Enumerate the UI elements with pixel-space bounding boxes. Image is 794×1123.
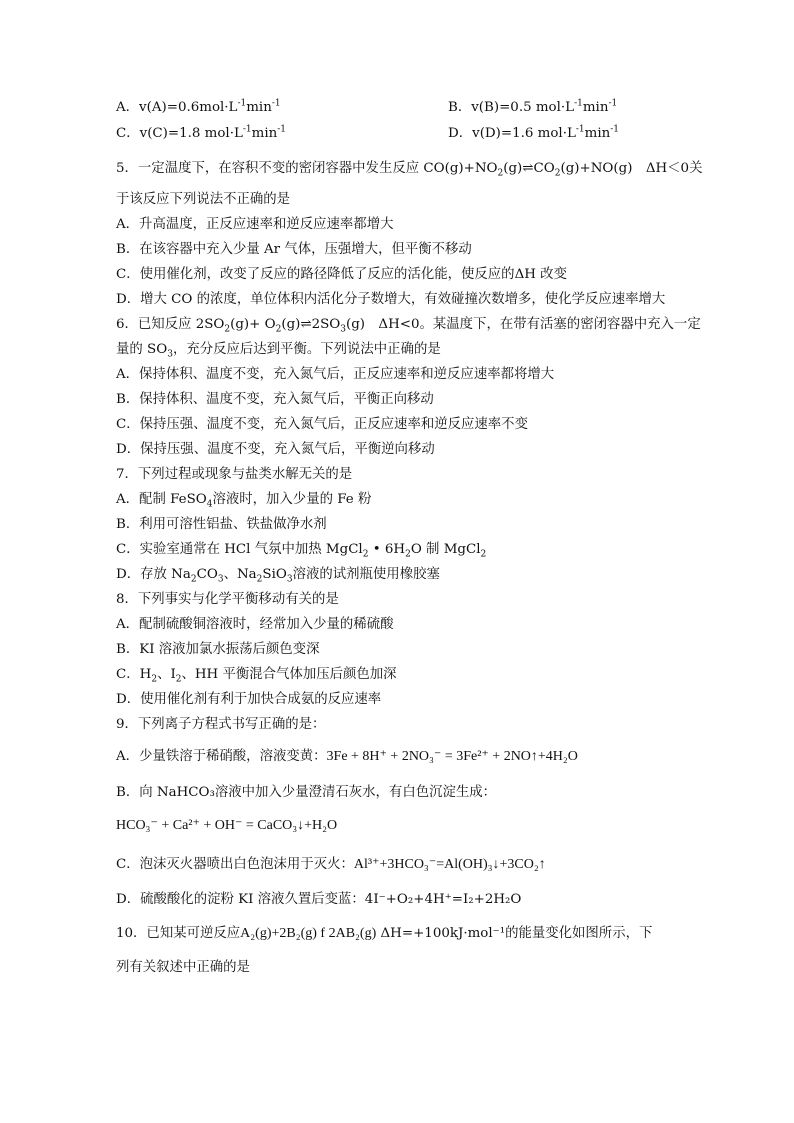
q9-d-equation: 4I⁻+O₂+4H⁺=I₂+2H₂O xyxy=(364,892,522,907)
q6-stem-line1: 6．已知反应 $2SO_2(g)+$ $O_2(g)\rightleftharpoons 2SO_3(g)$ ΔH<0。某温度下，在带有活塞的密闭容器中充入一定 xyxy=(116,317,701,335)
q9-a-equation: 3Fe + 8H⁺ + 2NO₃⁻ = 3Fe²⁺ + 2NO↑+4H₂O xyxy=(326,749,578,764)
q10-equation: A₂(g)+2B₂(g) f 2AB₂(g) xyxy=(240,926,377,941)
q6-option-a[interactable]: A．保持体积、温度不变，充入氮气后，正反应速率和逆反应速率都将增大 xyxy=(116,367,555,382)
q5-stem-line2: 于该反应下列说法不正确的是 xyxy=(116,192,291,207)
q7-stem: 7．下列过程或现象与盐类水解无关的是 xyxy=(116,467,353,482)
q4-option-b[interactable]: B．v(B)=0.5 $mol\cdot L^{-1}\min^{-1}$ xyxy=(448,98,618,115)
q4-option-c[interactable]: C．v(C)=1.8 $mol\cdot L^{-1}\min^{-1}$ xyxy=(116,124,287,141)
q4-option-d[interactable]: D．v(D)=1.6 $mol\cdot L^{-1}\min^{-1}$ xyxy=(448,124,620,141)
q8-option-d[interactable]: D．使用催化剂有利于加快合成氨的反应速率 xyxy=(116,692,382,707)
q5-option-d[interactable]: D．增大 CO 的浓度，单位体积内活化分子数增大，有效碰撞次数增多，使化学反应速率增大 xyxy=(116,292,666,307)
q5-option-b[interactable]: B．在该容器中充入少量 Ar 气体，压强增大，但平衡不移动 xyxy=(116,242,472,257)
q5-option-c[interactable]: C．使用催化剂，改变了反应的路径降低了反应的活化能，使反应的ΔH 改变 xyxy=(116,267,567,282)
q9-b-equation: HCO₃⁻ + Ca²⁺ + OH⁻ = CaCO₃↓+H₂O xyxy=(116,818,338,833)
q8-option-c[interactable]: C．$H_2$、$I_2$、HH 平衡混合气体加压后颜色加深 xyxy=(116,667,397,685)
q10-stem-line2: 列有关叙述中正确的是 xyxy=(116,960,250,975)
q7-option-c[interactable]: C．实验室通常在 HCl 气氛中加热 MgCl$_2$ • $6H_2O$ 制 MgCl$_2$ xyxy=(116,542,487,560)
q9-stem: 9．下列离子方程式书写正确的是： xyxy=(116,717,326,732)
q9-option-c[interactable]: C．泡沫灭火器喷出白色泡沫用于灭火：Al³⁺+3HCO₃⁻=Al(OH)₃↓+3CO₂↑ xyxy=(116,857,546,872)
q9-option-a[interactable]: A．少量铁溶于稀硝酸，溶液变黄：3Fe + 8H⁺ + 2NO₃⁻ = 3Fe²⁺ + 2NO↑+4H₂O xyxy=(116,749,578,764)
q6-stem-line2: 量的 $SO_3$，充分反应后达到平衡。下列说法中正确的是 xyxy=(116,342,441,360)
q7-option-d[interactable]: D．存放 $Na_2CO_3$、$Na_2SiO_3$溶液的试剂瓶使用橡胶塞 xyxy=(116,567,440,585)
q10-stem-line1: 10．已知某可逆反应A₂(g)+2B₂(g) f 2AB₂(g) ΔH=+100kJ·mol⁻¹的能量变化如图所示，下 xyxy=(116,926,653,941)
q5-stem-line1: 5．一定温度下，在容积不变的密闭容器中发生反应 $CO(g)+NO_2(g)\rightleftharpoons CO_2(g)+NO(g)$ ΔH＜0关 xyxy=(116,161,703,179)
q9-c-equation: Al³⁺+3HCO₃⁻=Al(OH)₃↓+3CO₂↑ xyxy=(353,857,546,872)
q6-option-d[interactable]: D．保持压强、温度不变，充入氮气后，平衡逆向移动 xyxy=(116,442,435,457)
q4-option-a[interactable]: A．$v(A)=0.6mol\cdot L^{-1}\min^{-1}$ xyxy=(116,98,281,115)
q5-option-a[interactable]: A．升高温度，正反应速率和逆反应速率都增大 xyxy=(116,217,394,232)
q6-option-b[interactable]: B．保持体积、温度不变，充入氮气后，平衡正向移动 xyxy=(116,392,434,407)
q8-option-b[interactable]: B．KI 溶液加氯水振荡后颜色变深 xyxy=(116,642,320,657)
q7-option-a[interactable]: A．配制 FeSO$_4$溶液时，加入少量的 Fe 粉 xyxy=(116,492,372,510)
q7-option-b[interactable]: B．利用可溶性铝盐、铁盐做净水剂 xyxy=(116,517,327,532)
q9-option-d[interactable]: D．硫酸酸化的淀粉 KI 溶液久置后变蓝：4I⁻+O₂+4H⁺=I₂+2H₂O xyxy=(116,892,522,907)
q8-stem: 8．下列事实与化学平衡移动有关的是 xyxy=(116,592,339,607)
q8-option-a[interactable]: A．配制硫酸铜溶液时，经常加入少量的稀硫酸 xyxy=(116,617,394,632)
q6-option-c[interactable]: C．保持压强、温度不变，充入氮气后，正反应速率和逆反应速率不变 xyxy=(116,417,528,432)
q9-option-b[interactable]: B．向 NaHCO₃溶液中加入少量澄清石灰水，有白色沉淀生成： xyxy=(116,785,497,800)
